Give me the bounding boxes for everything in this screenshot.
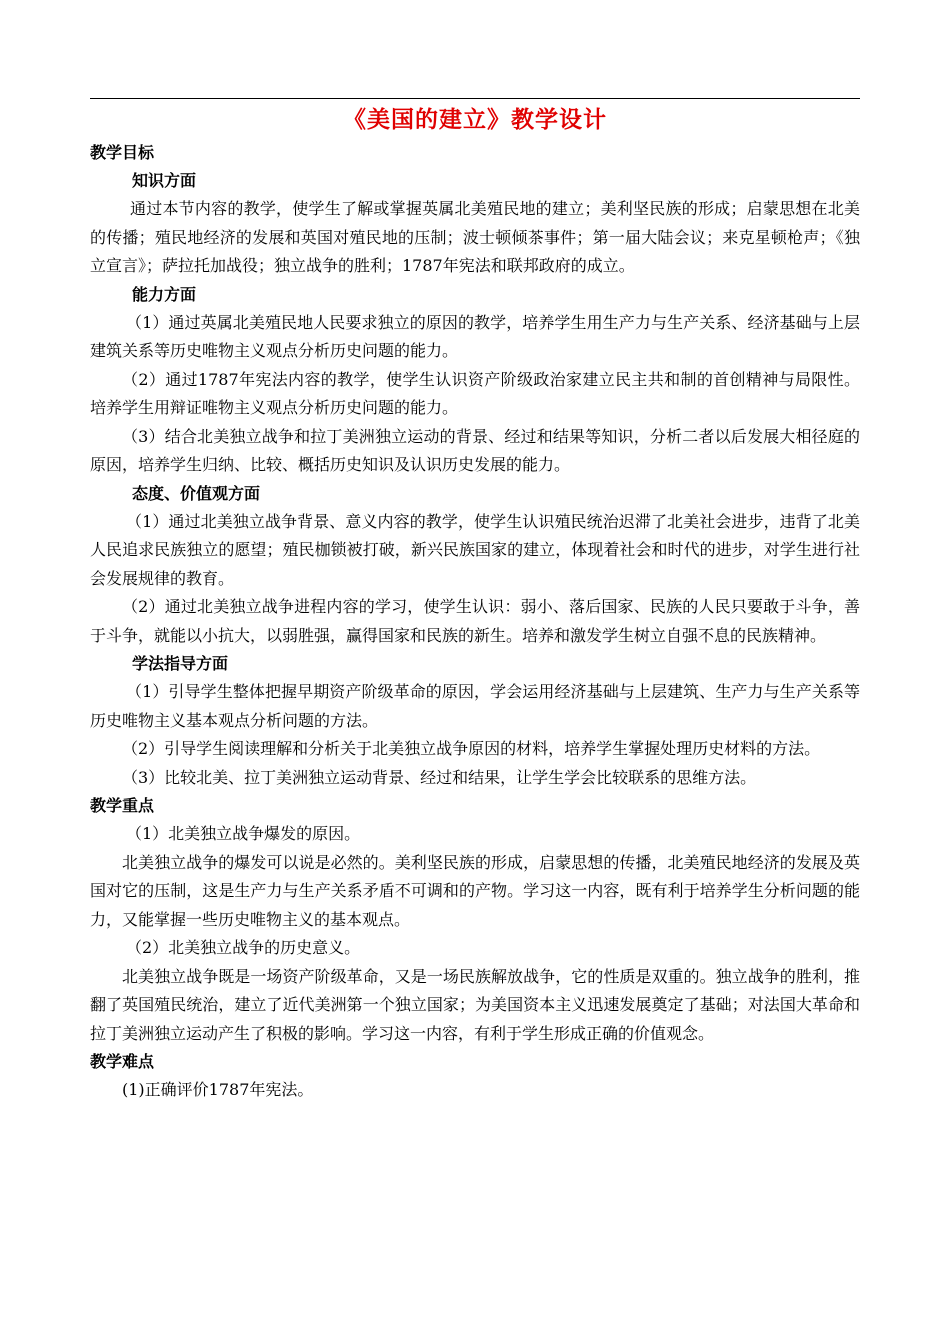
difficulty-item-1: (1)正确评价1787年宪法。 <box>122 1080 314 1099</box>
key-point-2-text: 北美独立战争既是一场资产阶级革命，又是一场民族解放战争，它的性质是双重的。独立战争的胜利，推翻了英国殖民统治，建立了近代美洲第一个独立国家；为美国资本主义迅速发展奠定了基础；对法国大革命和拉丁美洲独立运动产生了积极的影响。学习这一内容，有利于学生形成正确的价值观念。 <box>90 966 860 1043</box>
attitude-heading: 态度、价值观方面 <box>132 483 261 503</box>
attitude-item-2: （2）通过北美独立战争进程内容的学习，使学生认识：弱小、落后国家、民族的人民只要敢于斗争，善于斗争，就能以小抗大，以弱胜强，赢得国家和民族的新生。培养和激发学生树立自强不息的民族精神。 <box>90 597 860 645</box>
knowledge-heading: 知识方面 <box>132 171 197 190</box>
method-heading: 学法指导方面 <box>132 654 229 673</box>
method-item-3: （3）比较北美、拉丁美洲独立运动背景、经过和结果，让学生学会比较联系的思维方法。 <box>122 767 757 787</box>
ability-item-2: （2）通过1787年宪法内容的教学，使学生认识资产阶级政治家建立民主共和制的首创精神与局限性。培养学生用辩证唯物主义观点分析历史问题的能力。 <box>90 369 860 417</box>
document-title: 《美国的建立》教学设计 <box>343 106 607 133</box>
ability-heading: 能力方面 <box>132 284 197 304</box>
method-item-2: （2）引导学生阅读理解和分析关于北美独立战争原因的材料，培养学生掌握处理历史材料的方法。 <box>122 739 821 758</box>
method-item-1: （1）引导学生整体把握早期资产阶级革命的原因，学会运用经济基础与上层建筑、生产力与生产关系等历史唯物主义基本观点分析问题的方法。 <box>90 682 860 730</box>
document-page <box>90 98 860 1105</box>
key-point-1-title: （1）北美独立战争爆发的原因。 <box>126 824 361 843</box>
header-rule <box>90 98 860 99</box>
key-point-1-text: 北美独立战争的爆发可以说是必然的。美利坚民族的形成，启蒙思想的传播，北美殖民地经济的发展及英国对它的压制，这是生产力与生产关系矛盾不可调和的产物。学习这一内容，既有利于培养学生分析问题的能力，又能掌握一些历史唯物主义的基本观点。 <box>90 852 860 929</box>
objectives-heading: 教学目标 <box>90 143 155 162</box>
ability-item-1: （1）通过英属北美殖民地人民要求独立的原因的教学，培养学生用生产力与生产关系、经济基础与上层建筑关系等历史唯物主义观点分析历史问题的能力。 <box>90 312 860 360</box>
attitude-item-1: （1）通过北美独立战争背景、意义内容的教学，使学生认识殖民统治迟滞了北美社会进步，违背了北美人民追求民族独立的愿望；殖民枷锁被打破，新兴民族国家的建立，体现着社会和时代的进步，对学生进行社会发展规律的教育。 <box>90 511 860 588</box>
difficulties-heading: 教学难点 <box>90 1052 155 1071</box>
ability-item-3: （3）结合北美独立战争和拉丁美洲独立运动的背景、经过和结果等知识，分析二者以后发展大相径庭的原因，培养学生归纳、比较、概括历史知识及认识历史发展的能力。 <box>90 426 860 474</box>
key-points-heading: 教学重点 <box>90 796 155 815</box>
knowledge-paragraph: 通过本节内容的教学，使学生了解或掌握英属北美殖民地的建立；美利坚民族的形成；启蒙思想在北美的传播；殖民地经济的发展和英国对殖民地的压制；波士顿倾茶事件；第一届大陆会议；来克星顿枪声；《独立宣言》；萨拉托加战役；独立战争的胜利；1787年宪法和联邦政府的成立。 <box>90 199 860 275</box>
key-point-2-title: （2）北美独立战争的历史意义。 <box>126 938 361 957</box>
